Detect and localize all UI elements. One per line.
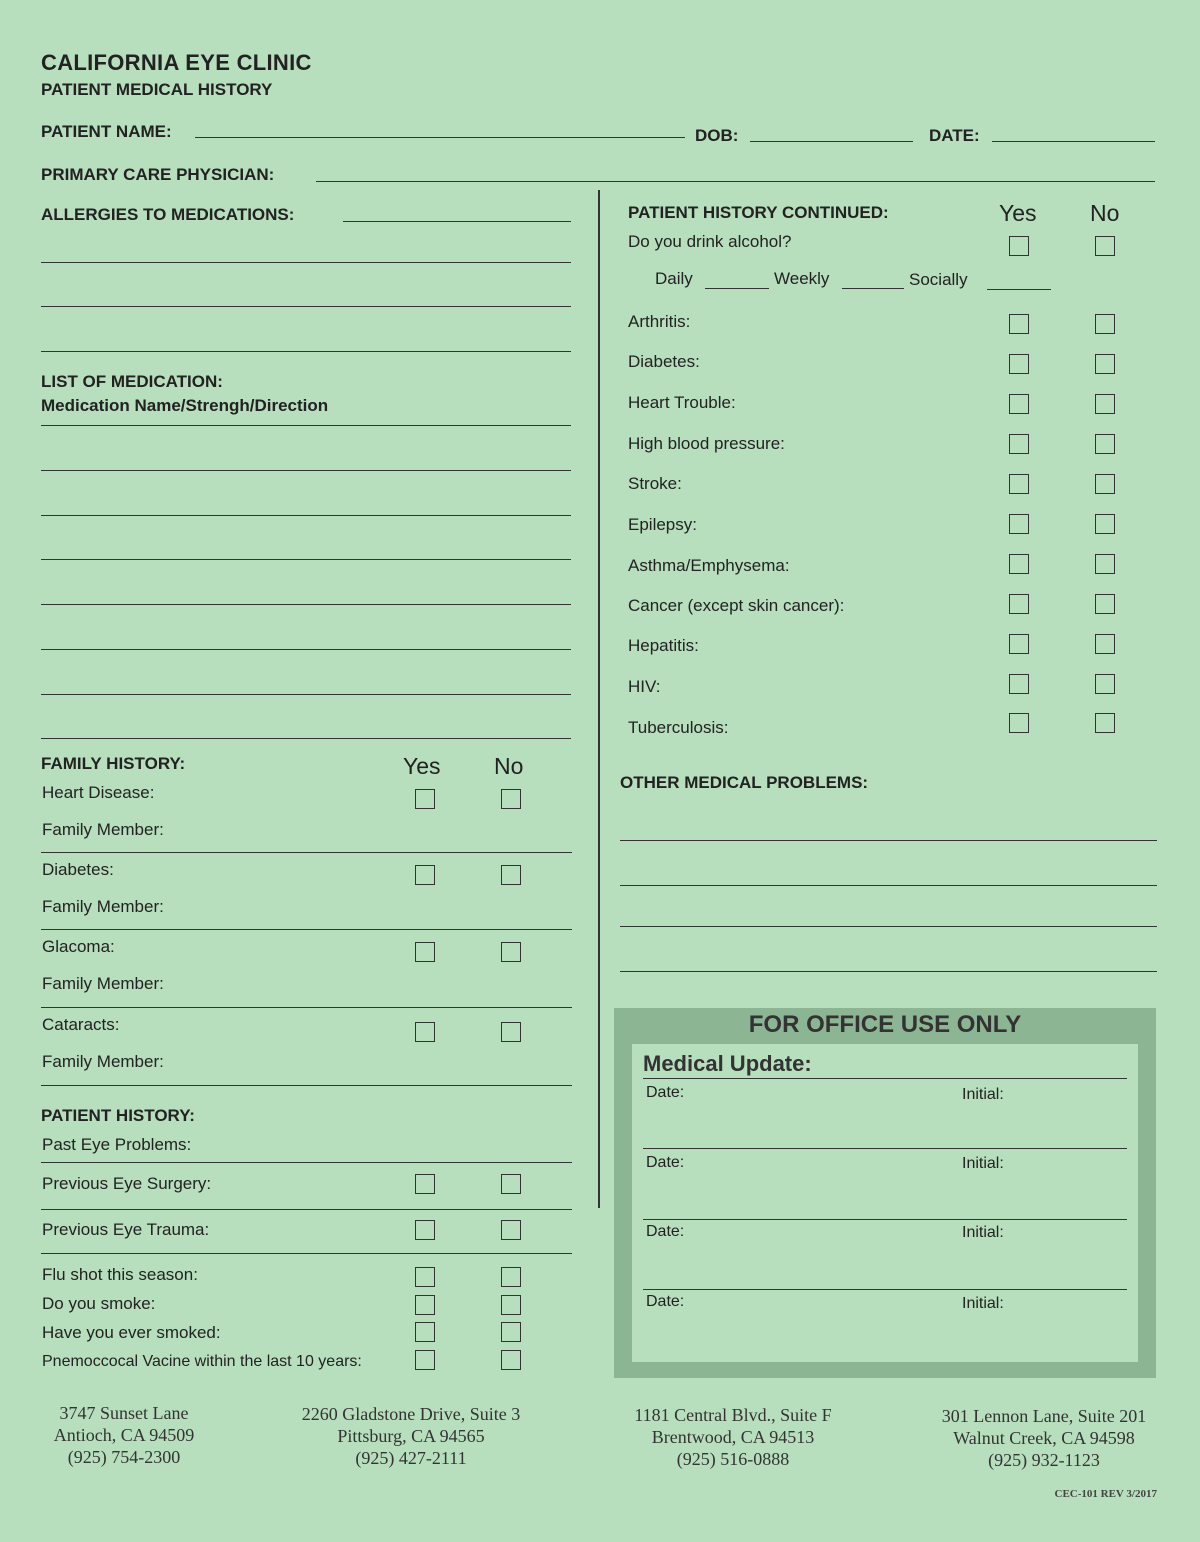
family-item-heart-disease: Heart Disease: bbox=[42, 783, 155, 802]
office-use-title: FOR OFFICE USE ONLY bbox=[748, 1011, 1022, 1038]
medication-line[interactable] bbox=[41, 649, 571, 650]
location-city: Antioch, CA 94509 bbox=[53, 1425, 195, 1445]
arthritis-no-checkbox[interactable] bbox=[1095, 314, 1115, 334]
family-member-label: Family Member: bbox=[42, 1052, 164, 1071]
alcohol-weekly-label: Weekly bbox=[774, 269, 830, 288]
flu-shot-yes-checkbox[interactable] bbox=[415, 1267, 435, 1287]
location-address: 1181 Central Blvd., Suite F bbox=[634, 1405, 832, 1425]
form-title: PATIENT MEDICAL HISTORY bbox=[41, 80, 273, 99]
hiv-yes-checkbox[interactable] bbox=[1009, 674, 1029, 694]
location-address: 3747 Sunset Lane bbox=[59, 1403, 189, 1423]
high-blood-pressure-yes-checkbox[interactable] bbox=[1009, 434, 1029, 454]
family-member-line[interactable] bbox=[41, 1007, 572, 1008]
alcohol-socially-label: Socially bbox=[909, 270, 968, 289]
stroke-no-checkbox[interactable] bbox=[1095, 474, 1115, 494]
diabetes-family-yes-checkbox[interactable] bbox=[415, 865, 435, 885]
allergies-line[interactable] bbox=[41, 262, 571, 263]
location-phone: (925) 754-2300 bbox=[67, 1447, 181, 1467]
location-city: Brentwood, CA 94513 bbox=[651, 1427, 815, 1447]
update-date-label: Date: bbox=[646, 1293, 685, 1310]
medication-line[interactable] bbox=[41, 470, 571, 471]
cancer-no-checkbox[interactable] bbox=[1095, 594, 1115, 614]
heart-trouble-yes-checkbox[interactable] bbox=[1009, 394, 1029, 414]
alcohol-yes-checkbox[interactable] bbox=[1009, 236, 1029, 256]
history-item-eye-trauma: Previous Eye Trauma: bbox=[42, 1220, 210, 1239]
condition-arthritis: Arthritis: bbox=[628, 312, 691, 331]
cancer-yes-checkbox[interactable] bbox=[1009, 594, 1029, 614]
other-problems-line[interactable] bbox=[620, 840, 1157, 841]
family-history-label: FAMILY HISTORY: bbox=[41, 754, 186, 773]
location-address: 301 Lennon Lane, Suite 201 bbox=[941, 1406, 1147, 1426]
other-problems-line[interactable] bbox=[620, 885, 1157, 886]
location-phone: (925) 516-0888 bbox=[676, 1449, 790, 1469]
alcohol-no-checkbox[interactable] bbox=[1095, 236, 1115, 256]
family-member-line[interactable] bbox=[41, 1085, 572, 1086]
other-problems-label: OTHER MEDICAL PROBLEMS: bbox=[620, 773, 869, 792]
asthma-no-checkbox[interactable] bbox=[1095, 554, 1115, 574]
clinic-name: CALIFORNIA EYE CLINIC bbox=[41, 50, 312, 75]
other-problems-line[interactable] bbox=[620, 926, 1157, 927]
glaucoma-yes-checkbox[interactable] bbox=[415, 942, 435, 962]
patient-history-label: PATIENT HISTORY: bbox=[41, 1106, 195, 1125]
medication-line[interactable] bbox=[41, 425, 571, 426]
diabetes-no-checkbox[interactable] bbox=[1095, 354, 1115, 374]
update-initial-label: Initial: bbox=[962, 1086, 1004, 1103]
date-label: DATE: bbox=[929, 126, 980, 145]
continued-no-header: No bbox=[1090, 200, 1120, 226]
smoke-yes-checkbox[interactable] bbox=[415, 1295, 435, 1315]
condition-heart-trouble: Heart Trouble: bbox=[628, 393, 736, 412]
past-eye-problems-label: Past Eye Problems: bbox=[42, 1135, 192, 1154]
medical-update-label: Medical Update: bbox=[643, 1051, 812, 1076]
patient-name-field[interactable] bbox=[195, 137, 685, 138]
physician-label: PRIMARY CARE PHYSICIAN: bbox=[41, 165, 275, 184]
pneumococcal-no-checkbox[interactable] bbox=[501, 1350, 521, 1370]
diabetes-yes-checkbox[interactable] bbox=[1009, 354, 1029, 374]
glaucoma-no-checkbox[interactable] bbox=[501, 942, 521, 962]
location-phone: (925) 932-1123 bbox=[988, 1450, 1100, 1470]
asthma-yes-checkbox[interactable] bbox=[1009, 554, 1029, 574]
update-date-label: Date: bbox=[646, 1084, 685, 1101]
update-date-label: Date: bbox=[646, 1223, 685, 1240]
condition-stroke: Stroke: bbox=[628, 474, 682, 493]
condition-hepatitis: Hepatitis: bbox=[628, 636, 699, 655]
condition-asthma: Asthma/Emphysema: bbox=[628, 556, 790, 575]
update-initial-label: Initial: bbox=[962, 1155, 1004, 1172]
hepatitis-yes-checkbox[interactable] bbox=[1009, 634, 1029, 654]
dob-field[interactable] bbox=[750, 141, 913, 142]
location-brentwood bbox=[602, 1404, 864, 1470]
update-entry-line[interactable] bbox=[643, 1289, 1127, 1290]
update-entry-line[interactable] bbox=[643, 1148, 1127, 1149]
family-member-label: Family Member: bbox=[42, 897, 164, 916]
medication-line[interactable] bbox=[41, 694, 571, 695]
history-item-smoke: Do you smoke: bbox=[42, 1294, 156, 1313]
family-no-header: No bbox=[494, 753, 524, 779]
eye-trauma-line[interactable] bbox=[41, 1253, 572, 1254]
hepatitis-no-checkbox[interactable] bbox=[1095, 634, 1115, 654]
alcohol-daily-label: Daily bbox=[655, 269, 693, 288]
office-use-inner bbox=[632, 1044, 1138, 1362]
family-yes-header: Yes bbox=[403, 753, 441, 779]
history-continued-label: PATIENT HISTORY CONTINUED: bbox=[628, 203, 889, 222]
diabetes-family-no-checkbox[interactable] bbox=[501, 865, 521, 885]
column-divider bbox=[598, 190, 600, 1208]
update-initial-label: Initial: bbox=[962, 1224, 1004, 1241]
location-walnut-creek bbox=[913, 1405, 1175, 1471]
alcohol-daily-field[interactable] bbox=[705, 288, 769, 289]
medication-line[interactable] bbox=[41, 559, 571, 560]
medication-line[interactable] bbox=[41, 604, 571, 605]
physician-field[interactable] bbox=[316, 181, 1155, 182]
past-eye-problems-line[interactable] bbox=[41, 1162, 572, 1163]
date-field[interactable] bbox=[992, 141, 1155, 142]
history-item-flu-shot: Flu shot this season: bbox=[42, 1265, 198, 1284]
condition-high-blood-pressure: High blood pressure: bbox=[628, 434, 785, 453]
eye-surgery-yes-checkbox[interactable] bbox=[415, 1174, 435, 1194]
family-member-line[interactable] bbox=[41, 929, 572, 930]
location-city: Walnut Creek, CA 94598 bbox=[953, 1428, 1135, 1448]
location-phone: (925) 427-2111 bbox=[355, 1448, 467, 1468]
stroke-yes-checkbox[interactable] bbox=[1009, 474, 1029, 494]
pneumococcal-yes-checkbox[interactable] bbox=[415, 1350, 435, 1370]
epilepsy-no-checkbox[interactable] bbox=[1095, 514, 1115, 534]
arthritis-yes-checkbox[interactable] bbox=[1009, 314, 1029, 334]
medication-line[interactable] bbox=[41, 515, 571, 516]
hiv-no-checkbox[interactable] bbox=[1095, 674, 1115, 694]
location-city: Pittsburg, CA 94565 bbox=[337, 1426, 485, 1446]
epilepsy-yes-checkbox[interactable] bbox=[1009, 514, 1029, 534]
medication-sublabel: Medication Name/Strengh/Direction bbox=[41, 396, 329, 415]
location-pittsburg bbox=[271, 1403, 551, 1469]
allergies-line[interactable] bbox=[41, 306, 571, 307]
form-code: CEC-101 REV 3/2017 bbox=[1054, 1488, 1157, 1500]
heart-trouble-no-checkbox[interactable] bbox=[1095, 394, 1115, 414]
condition-hiv: HIV: bbox=[628, 677, 661, 696]
ever-smoked-no-checkbox[interactable] bbox=[501, 1322, 521, 1342]
family-member-line[interactable] bbox=[41, 852, 572, 853]
tuberculosis-no-checkbox[interactable] bbox=[1095, 713, 1115, 733]
alcohol-question: Do you drink alcohol? bbox=[628, 232, 792, 251]
location-address: 2260 Gladstone Drive, Suite 3 bbox=[301, 1404, 521, 1424]
condition-diabetes: Diabetes: bbox=[628, 352, 700, 371]
family-item-diabetes: Diabetes: bbox=[42, 860, 114, 879]
smoke-no-checkbox[interactable] bbox=[501, 1295, 521, 1315]
history-item-eye-surgery: Previous Eye Surgery: bbox=[42, 1174, 212, 1193]
dob-label: DOB: bbox=[695, 126, 739, 145]
family-member-label: Family Member: bbox=[42, 974, 164, 993]
other-problems-line[interactable] bbox=[620, 971, 1157, 972]
ever-smoked-yes-checkbox[interactable] bbox=[415, 1322, 435, 1342]
update-date-label: Date: bbox=[646, 1154, 685, 1171]
eye-surgery-line[interactable] bbox=[41, 1209, 572, 1210]
alcohol-weekly-field[interactable] bbox=[842, 288, 904, 289]
medication-line[interactable] bbox=[41, 738, 571, 739]
eye-trauma-no-checkbox[interactable] bbox=[501, 1220, 521, 1240]
family-member-label: Family Member: bbox=[42, 820, 164, 839]
medical-update-underline bbox=[643, 1078, 1127, 1079]
high-blood-pressure-no-checkbox[interactable] bbox=[1095, 434, 1115, 454]
continued-yes-header: Yes bbox=[999, 200, 1037, 226]
condition-tuberculosis: Tuberculosis: bbox=[628, 718, 729, 737]
allergies-field[interactable] bbox=[343, 221, 571, 222]
eye-surgery-no-checkbox[interactable] bbox=[501, 1174, 521, 1194]
tuberculosis-yes-checkbox[interactable] bbox=[1009, 713, 1029, 733]
update-initial-label: Initial: bbox=[962, 1295, 1004, 1312]
condition-cancer: Cancer (except skin cancer): bbox=[628, 596, 845, 615]
cataracts-yes-checkbox[interactable] bbox=[415, 1022, 435, 1042]
allergies-label: ALLERGIES TO MEDICATIONS: bbox=[41, 205, 295, 224]
allergies-line[interactable] bbox=[41, 351, 571, 352]
location-antioch bbox=[14, 1402, 234, 1468]
medication-label: LIST OF MEDICATION: bbox=[41, 372, 223, 391]
family-item-cataracts: Cataracts: bbox=[42, 1015, 120, 1034]
heart-disease-no-checkbox[interactable] bbox=[501, 789, 521, 809]
patient-name-label: PATIENT NAME: bbox=[41, 122, 172, 141]
condition-epilepsy: Epilepsy: bbox=[628, 515, 697, 534]
flu-shot-no-checkbox[interactable] bbox=[501, 1267, 521, 1287]
heart-disease-yes-checkbox[interactable] bbox=[415, 789, 435, 809]
history-item-ever-smoked: Have you ever smoked: bbox=[42, 1323, 221, 1342]
eye-trauma-yes-checkbox[interactable] bbox=[415, 1220, 435, 1240]
history-item-pneumococcal: Pnemoccocal Vacine within the last 10 years: bbox=[42, 1353, 362, 1370]
family-item-glaucoma: Glacoma: bbox=[42, 937, 115, 956]
alcohol-socially-field[interactable] bbox=[987, 289, 1051, 290]
cataracts-no-checkbox[interactable] bbox=[501, 1022, 521, 1042]
update-entry-line[interactable] bbox=[643, 1219, 1127, 1220]
